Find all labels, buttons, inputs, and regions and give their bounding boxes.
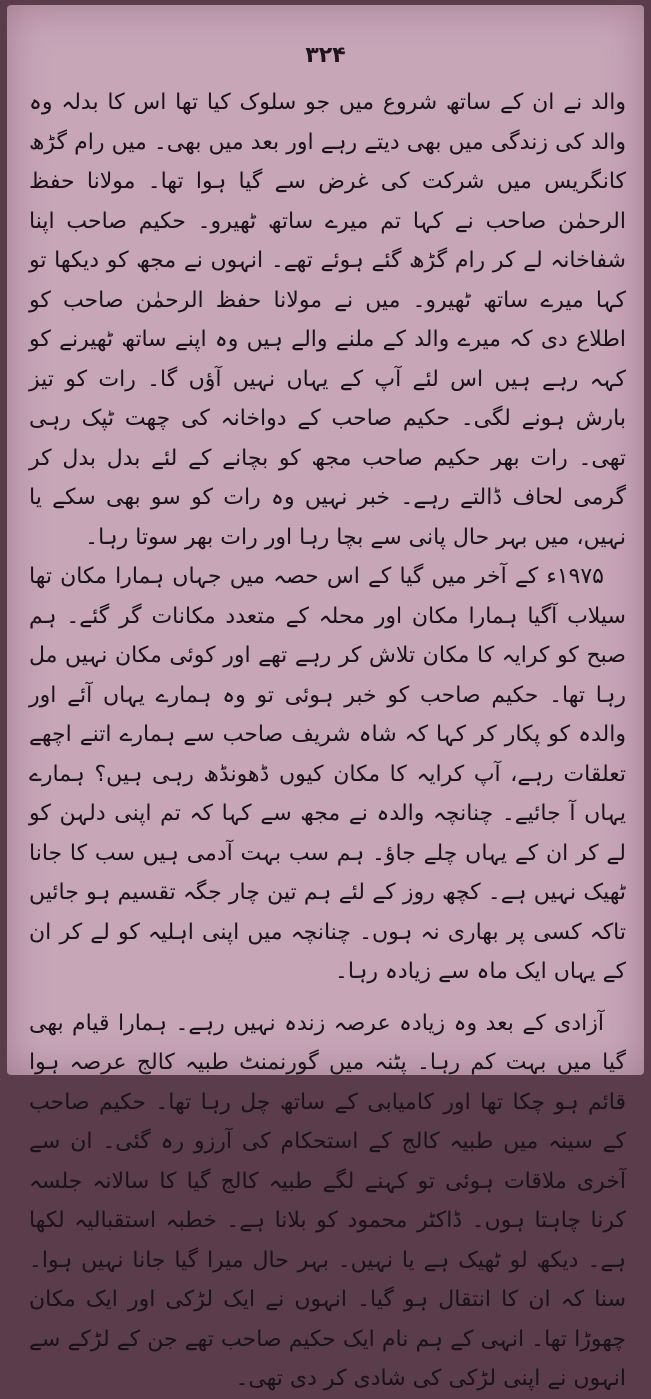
- page-number: ۳۲۴: [305, 43, 346, 68]
- paragraph-2: ۱۹۷۵ء کے آخر میں گیا کے اس حصہ میں جہاں ہمارا مکان تھا سیلاب آگیا ہمارا مکان اور محلہ کے متعدد مکانات گر گئے۔ ہم صبح کو کرایہ کا مکان تلاش کر رہے تھے اور کوئی مکان نہیں مل رہا تھا۔ حکیم صاحب کو خبر ہوئی تو وہ ہمارے یہاں آئے اور والدہ کو پکار کر کہا کہ شاہ شریف صاحب سے ہمارے اتنے اچھے تعلقات رہے، آپ کرایہ کا مکان کیوں ڈھونڈھ رہی ہیں؟ ہمارے یہاں آ جائیے۔ چنانچہ والدہ نے مجھ سے کہا کہ تم اپنی دلہن کو لے کر ان کے یہاں چلے جاؤ۔ ہم سب بہت آدمی ہیں سب کا جانا ٹھیک نہیں ہے۔ کچھ روز کے لئے ہم تین چار جگہ تقسیم ہو جائیں تاکہ کسی پر بھاری نہ ہوں۔ چنانچہ میں اپنی اہلیہ کو لے کر ان کے یہاں ایک ماہ سے زیادہ رہا۔: [29, 564, 626, 984]
- page-body: [29, 83, 626, 1399]
- paragraph-1: والد نے ان کے ساتھ شروع میں جو سلوک کیا تھا اس کا بدلہ وہ والد کی زندگی میں بھی دیتے رہے اور بعد میں بھی۔ میں رام گڑھ کانگریس میں شرکت کی غرض سے گیا ہوا تھا۔ مولانا حفظ الرحمٰن صاحب نے کہا تم میرے ساتھ ٹھیرو۔ حکیم صاحب اپنا شفاخانہ لے کر رام گڑھ گئے ہوئے تھے۔ انہوں نے مجھ کو دیکھا تو کہا میرے ساتھ ٹھیرو۔ میں نے مولانا حفظ الرحمٰن صاحب کو اطلاع دی کہ میرے والد کے ملنے والے ہیں وہ اپنے ساتھ ٹھیرنے کو کہہ رہے ہیں اس لئے آپ کے یہاں نہیں آؤں گا۔ رات کو تیز بارش ہونے لگی۔ حکیم صاحب کے دواخانہ کی چھت ٹپک رہی تھی۔ رات بھر حکیم صاحب مجھ کو بچانے کے لئے بدل بدل کر گرمی لحاف ڈالتے رہے۔ خبر نہیں وہ رات کو سو بھی سکے یا نہیں، میں بہر حال پانی سے بچا رہا اور رات بھر سوتا رہا۔: [29, 90, 626, 550]
- paragraph-3: آزادی کے بعد وہ زیادہ عرصہ زندہ نہیں رہے۔ ہمارا قیام بھی گیا میں بہت کم رہا۔ پٹنہ میں گورنمنٹ طبیہ کالج عرصہ ہوا قائم ہو چکا تھا اور کامیابی کے ساتھ چل رہا تھا۔ حکیم صاحب کے سینہ میں طبیہ کالج کے استحکام کی آرزو رہ گئی۔ ان سے آخری ملاقات ہوئی تو کہنے لگے طبیہ کالج گیا کا سالانہ جلسہ کرنا چاہتا ہوں۔ ڈاکٹر محمود کو بلانا ہے۔ خطبہ استقبالیہ لکھا ہے۔ دیکھ لو ٹھیک ہے یا نہیں۔ بہر حال میرا گیا جانا نہیں ہوا۔ سنا کہ ان کا انتقال ہو گیا۔ انہوں نے ایک لڑکی اور ایک مکان چھوڑا تھا۔ انہی کے ہم نام ایک حکیم صاحب تھے جن کے لڑکے سے انہوں نے اپنی لڑکی کی شادی کر دی تھی۔: [29, 1010, 626, 1391]
- book-page: [7, 5, 644, 1391]
